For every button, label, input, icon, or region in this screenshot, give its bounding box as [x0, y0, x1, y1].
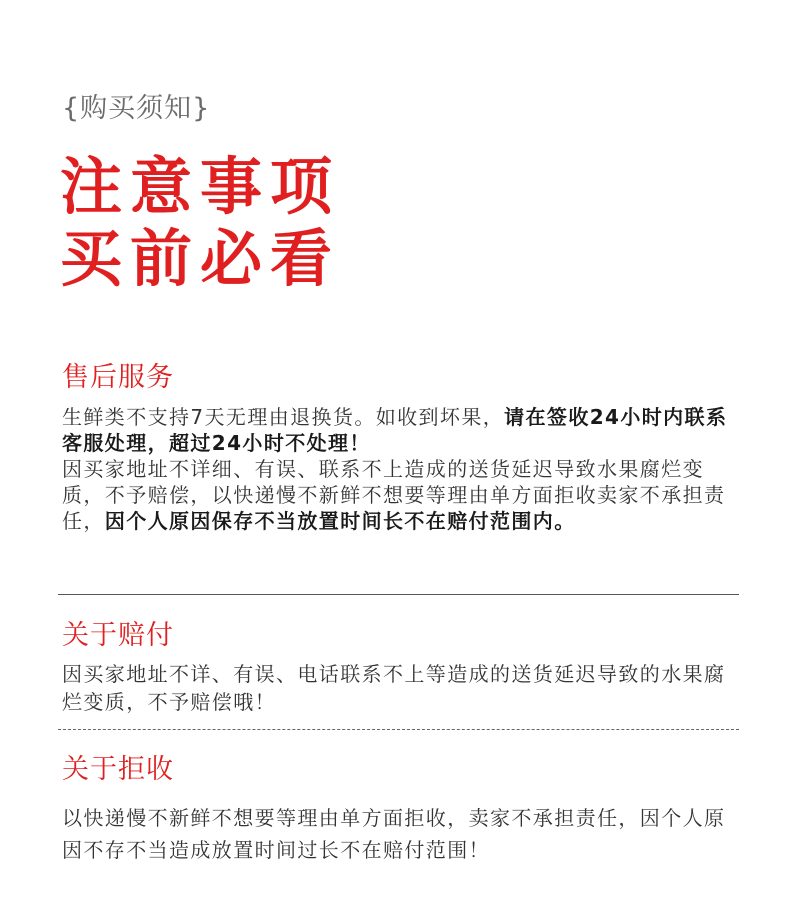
dashed-divider: [58, 729, 739, 730]
refusal-title: 关于拒收: [62, 754, 174, 785]
after-sales-title: 售后服务: [62, 362, 174, 393]
after-sales-p2-normal: 因买家地址不详细、有误、联系不上造成的送货延迟导致水果腐烂变质，不予赔偿，以快递慢不新鲜不想要等理由单方面拒收卖家不承担责任，: [62, 457, 726, 533]
purchase-notice-tag: {购买须知}: [62, 93, 211, 124]
after-sales-text: [62, 404, 742, 534]
refusal-text: 以快递慢不新鲜不想要等理由单方面拒收，卖家不承担责任，因个人原因不存不当造成放置时间过长不在赔付范围！: [62, 806, 726, 862]
after-sales-p2-bold: 因个人原因保存不当放置时间长不在赔付范围内。: [104, 509, 576, 533]
headline-notice: 注意事项: [60, 150, 341, 223]
compensation-text: 因买家地址不详、有误、电话联系不上等造成的送货延迟导致的水果腐烂变质，不予赔偿哦！: [62, 662, 726, 714]
compensation-title: 关于赔付: [62, 620, 174, 651]
after-sales-p1-normal: 生鲜类不支持7天无理由退换货。如收到坏果，: [62, 405, 505, 429]
after-sales-p1-bold: 请在签收24小时内联系客服处理，超过24小时不处理！: [62, 405, 728, 455]
headline-must-read: 买前必看: [60, 222, 341, 295]
section-divider: [58, 594, 739, 595]
